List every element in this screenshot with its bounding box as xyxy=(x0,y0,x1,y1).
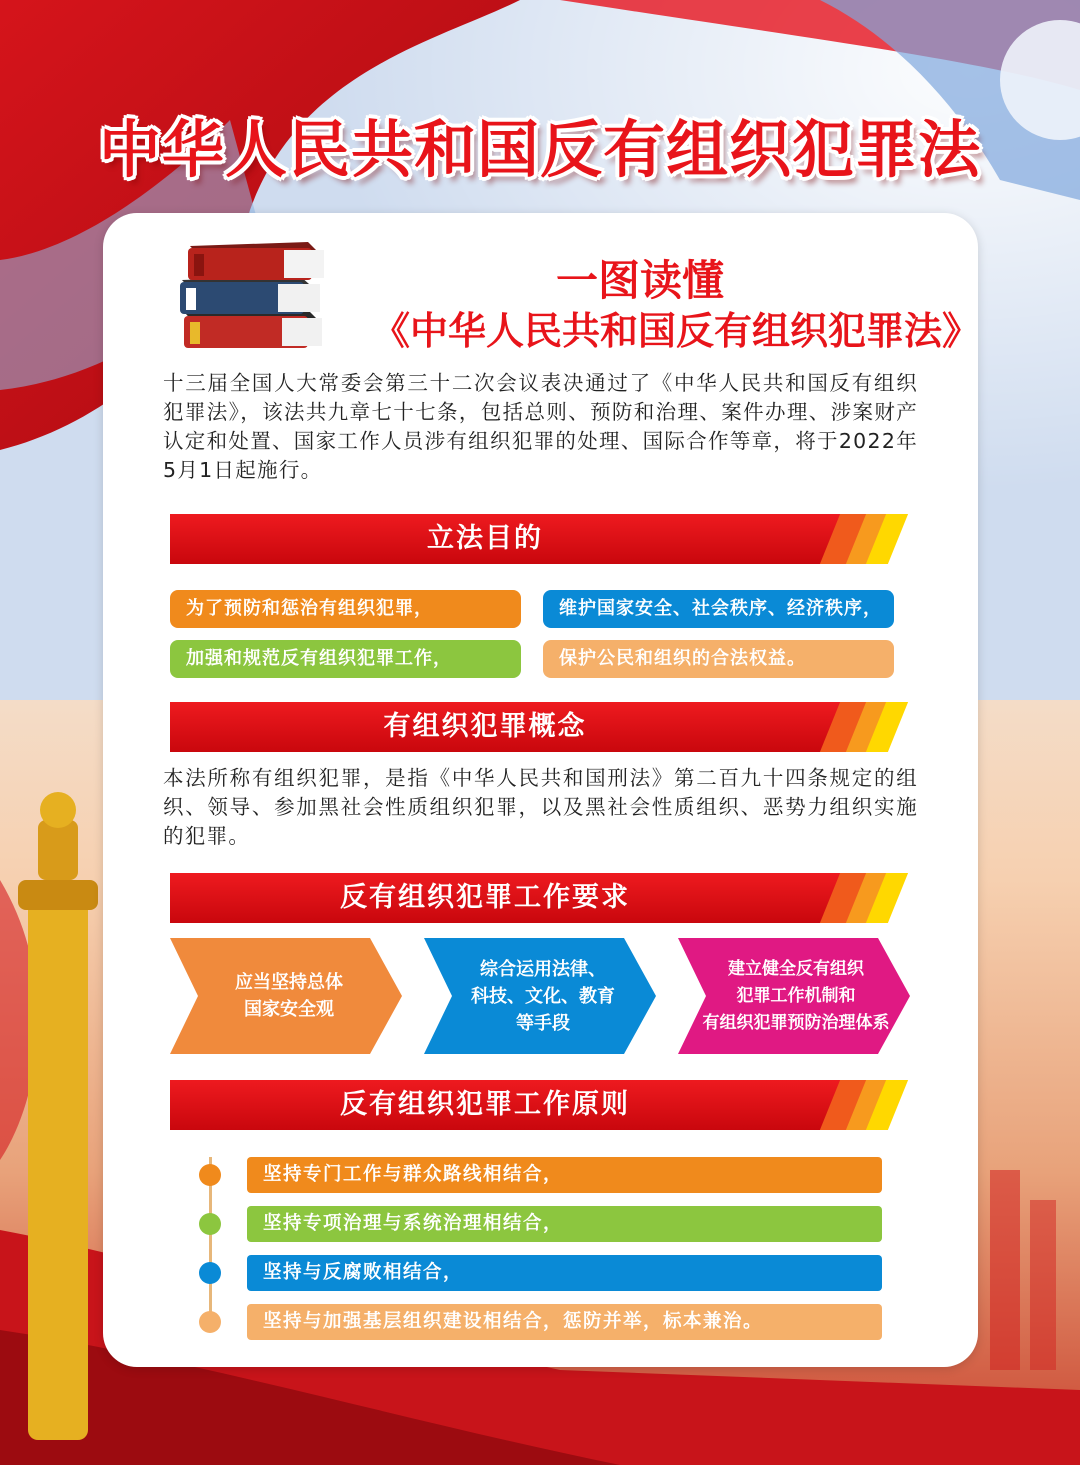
requirement-chevron xyxy=(678,938,910,1054)
subtitle-line1: 一图读懂 xyxy=(555,256,724,305)
requirements-heading-banner xyxy=(170,873,902,923)
requirement-line: 综合运用法律、 xyxy=(480,958,606,980)
page-title: 中华人民共和国反有组织犯罪法 xyxy=(98,113,981,186)
principle-item: 坚持专门工作与群众路线相结合， xyxy=(247,1157,882,1193)
purpose-heading: 立法目的 xyxy=(427,523,543,554)
requirements-heading: 反有组织犯罪工作要求 xyxy=(340,882,630,913)
concept-heading: 有组织犯罪概念 xyxy=(383,711,587,742)
requirement-line: 犯罪工作机制和 xyxy=(736,985,856,1006)
requirement-line: 科技、文化、教育 xyxy=(471,985,615,1007)
requirement-chevron xyxy=(170,938,402,1054)
requirement-line: 有组织犯罪预防治理体系 xyxy=(702,1012,890,1033)
bullet-dot-icon xyxy=(199,1213,221,1235)
requirement-line: 应当坚持总体 xyxy=(235,972,343,993)
requirement-line: 建立健全反有组织 xyxy=(728,958,864,979)
purpose-item: 维护国家安全、社会秩序、经济秩序， xyxy=(543,590,894,628)
requirement-line: 国家安全观 xyxy=(244,999,334,1020)
bullet-dot-icon xyxy=(199,1311,221,1333)
purpose-item: 为了预防和惩治有组织犯罪， xyxy=(170,590,521,628)
principle-item: 坚持专项治理与系统治理相结合， xyxy=(247,1206,882,1242)
bullet-dot-icon xyxy=(199,1262,221,1284)
bullet-dot-icon xyxy=(199,1164,221,1186)
principles-heading-banner xyxy=(170,1080,902,1130)
purpose-heading-banner xyxy=(170,514,902,564)
intro-paragraph: 十三届全国人大常委会第三十二次会议表决通过了《中华人民共和国反有组织犯罪法》，该法共九章七十七条，包括总则、预防和治理、案件办理、涉案财产认定和处置、国家工作人员涉有组织犯罪的处理、国际合作等章，将于2022年5月1日起施行。 xyxy=(163,371,918,482)
purpose-item: 保护公民和组织的合法权益。 xyxy=(543,640,894,678)
principle-item: 坚持与反腐败相结合， xyxy=(247,1255,882,1291)
subtitle-line2: 《中华人民共和国反有组织犯罪法》 xyxy=(372,309,981,353)
concept-heading-banner xyxy=(170,702,902,752)
purpose-item: 加强和规范反有组织犯罪工作， xyxy=(170,640,521,678)
principle-item: 坚持与加强基层组织建设相结合，惩防并举，标本兼治。 xyxy=(247,1304,882,1340)
requirement-chevron xyxy=(424,938,656,1054)
concept-paragraph: 本法所称有组织犯罪，是指《中华人民共和国刑法》第二百九十四条规定的组织、领导、参加黑社会性质组织犯罪，以及黑社会性质组织、恶势力组织实施的犯罪。 xyxy=(163,766,918,848)
principles-heading: 反有组织犯罪工作原则 xyxy=(340,1089,630,1120)
requirement-line: 等手段 xyxy=(516,1012,570,1034)
books-icon xyxy=(178,238,328,358)
